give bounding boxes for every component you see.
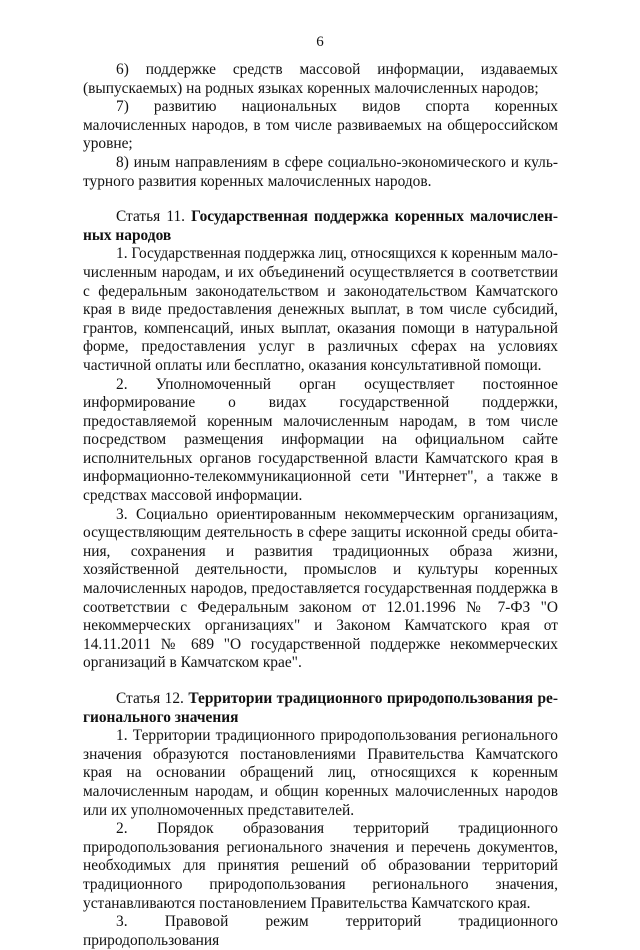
paragraph: 3. Правовой режим территорий традиционного природопользования [83, 913, 558, 949]
paragraph: 1. Государственная поддержка лиц, относящихся к коренным малочисленным народам, и их объединений осуществляется в соответствии с федеральным законодательством и законодательством Камчатского края в виде предоставления денежных выплат, в том числе субсидий, грантов, компенсаций, иных выплат, оказания помощи в натуральной форме, предоставления услуг в различных сферах на условиях частичной оплаты или бесплатно, оказания консультативной помощи. [83, 245, 558, 374]
article-11-number: Статья 11. [116, 208, 186, 226]
article-12-heading [83, 690, 558, 727]
article-11-heading [83, 208, 558, 245]
article-12-number: Статья 12. [116, 690, 184, 707]
paragraph: 3. Социально ориентированным некоммерческим организациям, осуществляющим деятельность в сфере защиты исконной среды обитания, сохранения и развития традиционных образа жизни, хозяйственной деятельности, промыслов и культуры коренных малочисленных народов, предоставляется государственная поддержка в соответствии с Федеральным законом от 12.01.1996 № 7-ФЗ "О некоммерческих организациях" и Законом Камчатского края от 14.11.2011 № 689 "О государственной поддержке некоммерческих организаций в Камчатском крае". [83, 505, 558, 672]
list-item: 6) поддержке средств массовой информации, издаваемых (выпускаемых) на родных языках коренных малочисленных народов; [83, 61, 558, 97]
paragraph: 1. Территории традиционного природопользования регионального значения образуются постановлениями Правительства Камчатского края на основании обращений лиц, относящихся к коренным малочисленным народам, и общин коренных малочисленных народов или их уполномоченных представителей. [83, 727, 558, 819]
page-number: 6 [316, 34, 324, 50]
list-item: 8) иным направлениям в сфере социально-экономического и культурного развития коренных малочисленных народов. [83, 153, 558, 190]
paragraph: 2. Порядок образования территорий традиционного природопользования регионального значения и перечень документов, необходимых для принятия решений об образовании территорий традиционного природопользования регионального значения, устанавливаются постановлением Правительства Камчатского края. [83, 820, 558, 912]
list-item: 7) развитию национальных видов спорта коренных малочисленных народов, в том числе развиваемых на общероссийском уровне; [83, 98, 558, 153]
document-body [83, 61, 558, 950]
article-11-title: Государственная поддержка коренных малочисленных народов [83, 208, 559, 244]
paragraph: 2. Уполномоченный орган осуществляет постоянное информирование о видах государственной поддержки, предоставляемой коренным малочисленным народам, в том числе посредством размещения информации на официальном сайте исполнительных органов государственной власти Камчатского края в информационно-телекоммуникационной сети "Интернет", а также в средствах массовой информации. [83, 375, 558, 505]
article-12-title: Территории традиционного природопользования регионального значения [83, 690, 559, 726]
